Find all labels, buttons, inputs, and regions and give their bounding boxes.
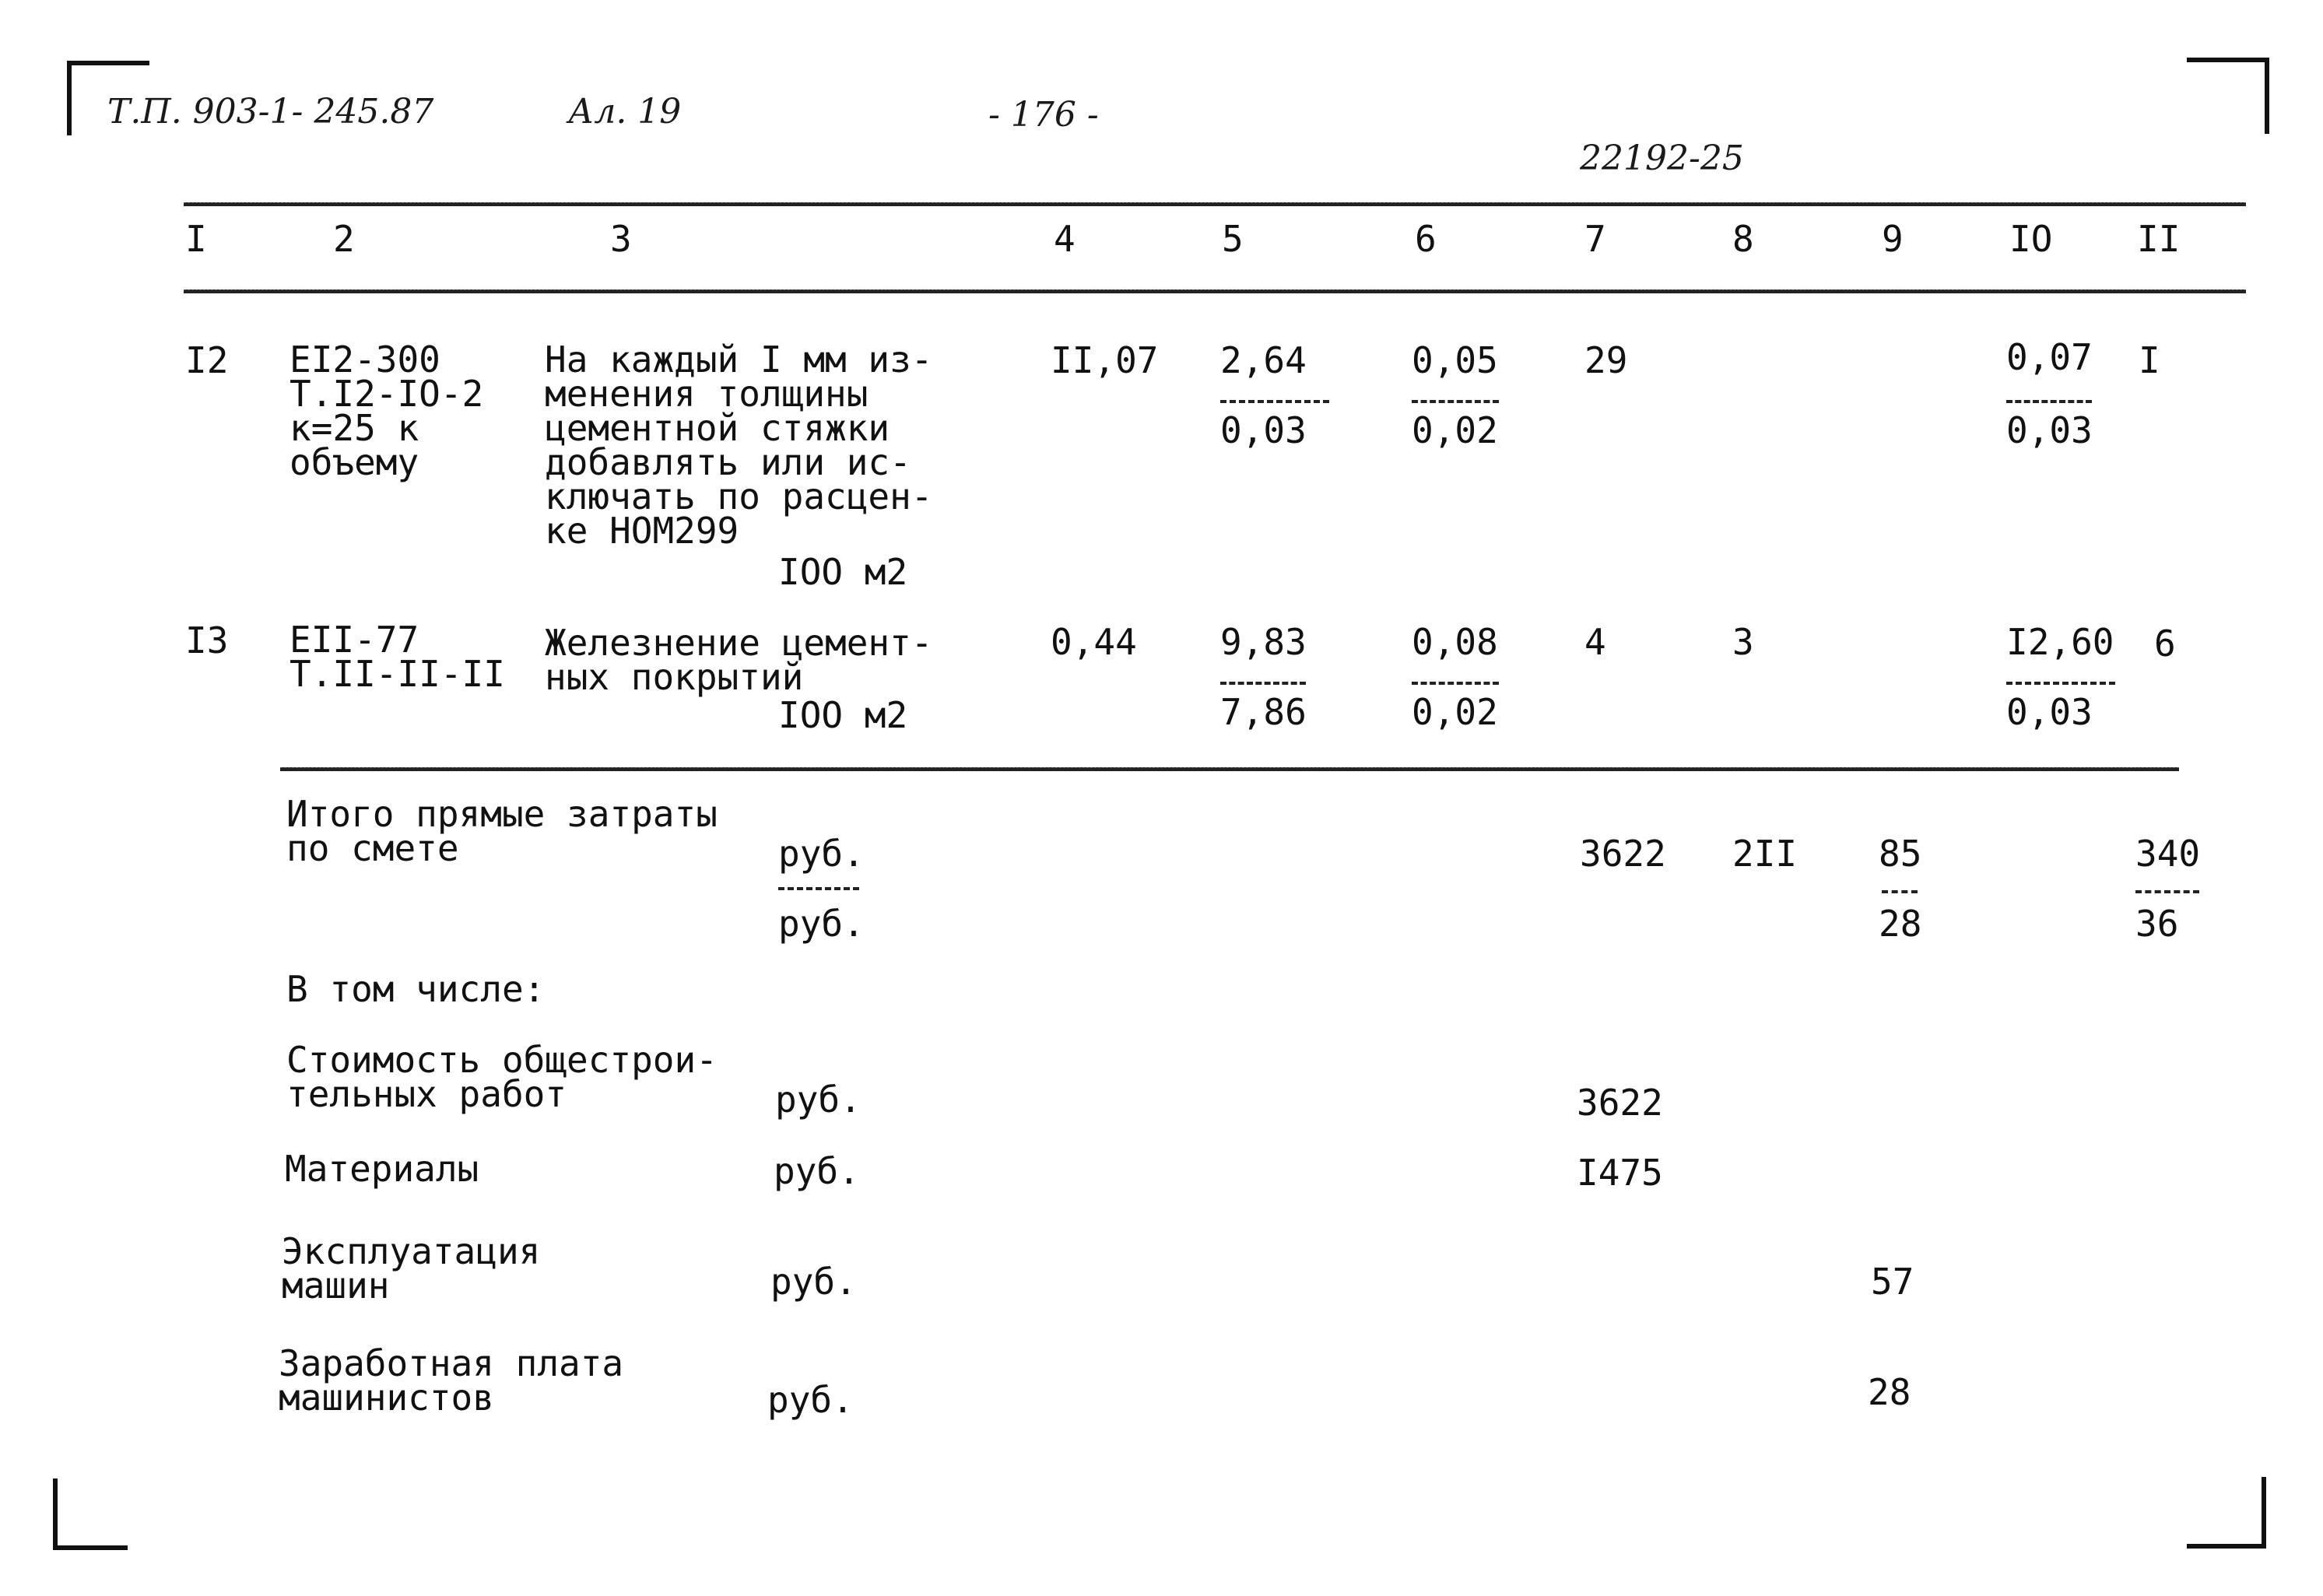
col7-value: 29 bbox=[1584, 339, 1628, 381]
breakdown-label: Заработная плата машинистов bbox=[279, 1342, 624, 1419]
fraction-bottom: 36 bbox=[2135, 903, 2179, 945]
breakdown-col9: 57 bbox=[1871, 1261, 1914, 1303]
breakdown-col9: 28 bbox=[1868, 1371, 1911, 1413]
fraction-line bbox=[1220, 682, 1306, 685]
rate-code: EI2-300 Т.I2-IO-2 к=25 к объему bbox=[289, 338, 484, 483]
breakdown-unit: руб. bbox=[770, 1261, 857, 1303]
column-header: IO bbox=[2009, 218, 2053, 260]
col5-fraction bbox=[1220, 621, 1307, 733]
fraction-bottom: 7,86 bbox=[1220, 691, 1307, 733]
totals-col11-fraction bbox=[2135, 833, 2205, 945]
fraction-line bbox=[1220, 400, 1329, 403]
totals-col8: 2II bbox=[1732, 833, 1798, 875]
fraction-top: 340 bbox=[2135, 833, 2201, 875]
album-number: Ал. 19 bbox=[568, 92, 682, 132]
unit: IOO м2 bbox=[778, 694, 908, 736]
col6-fraction bbox=[1412, 621, 1499, 733]
column-header: 2 bbox=[333, 218, 355, 260]
fraction-top: 0,07 bbox=[2006, 336, 2093, 378]
col7-value: 4 bbox=[1584, 621, 1606, 663]
fraction-bottom: 0,02 bbox=[1412, 409, 1498, 451]
fraction-top: 0,08 bbox=[1412, 621, 1498, 663]
totals-unit-fraction bbox=[778, 833, 865, 945]
breakdown-label: Материалы bbox=[285, 1148, 479, 1190]
column-header: 8 bbox=[1732, 218, 1754, 260]
table-bottom-rule bbox=[280, 767, 2179, 771]
corner-mark-top-right bbox=[2187, 58, 2269, 134]
totals-col7: 3622 bbox=[1580, 833, 1666, 875]
fraction-top: руб. bbox=[778, 833, 865, 875]
unit: IOO м2 bbox=[778, 551, 908, 593]
page-number: - 176 - bbox=[988, 95, 1099, 135]
fraction-line bbox=[2006, 682, 2115, 685]
including-label: В том числе: bbox=[286, 968, 546, 1010]
fraction-line bbox=[2006, 400, 2092, 403]
col5-fraction bbox=[1220, 339, 1329, 451]
column-header: 5 bbox=[1222, 218, 1244, 260]
col6-fraction bbox=[1412, 339, 1499, 451]
breakdown-label: Стоимость общестрои- тельных работ bbox=[286, 1039, 718, 1115]
corner-mark-bottom-right bbox=[2187, 1477, 2266, 1549]
totals-label: Итого прямые затраты по смете bbox=[286, 793, 718, 869]
fraction-bottom: 0,03 bbox=[2006, 409, 2093, 451]
totals-col9-fraction bbox=[1879, 833, 1933, 945]
column-header: 6 bbox=[1415, 218, 1437, 260]
fraction-top: 0,05 bbox=[1412, 339, 1498, 381]
fraction-top: 9,83 bbox=[1220, 621, 1307, 663]
table-top-rule bbox=[184, 202, 2246, 206]
quantity: 0,44 bbox=[1051, 621, 1137, 663]
column-header: 7 bbox=[1584, 218, 1606, 260]
fraction-top: 2,64 bbox=[1220, 339, 1307, 381]
doc-ref: Т.П. 903-1- 245.87 bbox=[107, 92, 434, 132]
work-description: Железнение цемент- ных покрытий bbox=[545, 622, 933, 698]
archive-number: 22192-25 bbox=[1580, 139, 1744, 178]
col10-fraction bbox=[2006, 336, 2115, 451]
fraction-bottom: 0,03 bbox=[2006, 691, 2093, 733]
breakdown-col7: I475 bbox=[1577, 1152, 1663, 1194]
rate-code: EII-77 Т.II-II-II bbox=[289, 619, 505, 695]
breakdown-unit: руб. bbox=[767, 1379, 854, 1421]
fraction-line bbox=[778, 887, 859, 890]
fraction-bottom: 0,03 bbox=[1220, 409, 1307, 451]
fraction-top: I2,60 bbox=[2006, 621, 2114, 663]
fraction-line bbox=[2135, 890, 2199, 893]
fraction-bottom: 0,02 bbox=[1412, 691, 1498, 733]
col8-value: 3 bbox=[1732, 621, 1754, 663]
column-header: I bbox=[185, 218, 207, 260]
row-number: I2 bbox=[185, 339, 229, 381]
column-header: 3 bbox=[610, 218, 632, 260]
column-header: II bbox=[2137, 218, 2181, 260]
fraction-bottom: 28 bbox=[1879, 903, 1922, 945]
breakdown-unit: руб. bbox=[775, 1079, 861, 1121]
breakdown-unit: руб. bbox=[774, 1150, 860, 1192]
col11-value: 6 bbox=[2154, 623, 2176, 665]
work-description: На каждый I мм из- менения толщины цементной стяжки добавлять или ис- ключать по расцен- ке НОМ299 bbox=[545, 338, 933, 552]
header-bottom-rule bbox=[184, 289, 2246, 293]
fraction-bottom: руб. bbox=[778, 903, 865, 945]
fraction-line bbox=[1412, 400, 1499, 403]
quantity: II,07 bbox=[1051, 339, 1159, 381]
col10-fraction bbox=[2006, 621, 2115, 733]
fraction-top: 85 bbox=[1879, 833, 1922, 875]
row-number: I3 bbox=[185, 619, 229, 661]
fraction-line bbox=[1882, 890, 1918, 893]
fraction-line bbox=[1412, 682, 1499, 685]
column-header: 9 bbox=[1882, 218, 1904, 260]
column-header: 4 bbox=[1054, 218, 1076, 260]
breakdown-label: Эксплуатация машин bbox=[282, 1230, 541, 1307]
col11-value: I bbox=[2139, 339, 2160, 381]
breakdown-col7: 3622 bbox=[1577, 1082, 1663, 1124]
corner-mark-bottom-left bbox=[53, 1478, 128, 1550]
